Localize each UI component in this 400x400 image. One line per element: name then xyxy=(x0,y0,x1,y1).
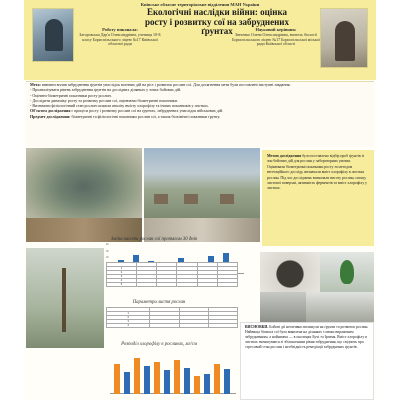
chart1-title: Зміна висоти рослин сої протягом 30 днів xyxy=(110,237,198,242)
chlorophyll-bar-chart xyxy=(106,350,238,400)
organization-name: Київське обласне територіальне відділення МАН України xyxy=(140,2,260,7)
author-role: Роботу виконала: xyxy=(102,27,138,32)
poster xyxy=(24,0,376,400)
leaf-table-cell xyxy=(179,323,208,327)
chart3-bar xyxy=(184,368,190,394)
biometric-table-cell xyxy=(177,282,197,286)
chart3-bar xyxy=(144,366,150,394)
supervisor-photo xyxy=(320,8,368,68)
chart1-y-tick: 20 xyxy=(106,256,109,259)
aim-text: вивчити вплив забруднення ґрунтів унаслідок воєнних дій на ріст і розвиток рослин сої. Для досягнення мети були поставлені наступні завдання: xyxy=(41,82,291,87)
table2-title: Параметри листя рослин xyxy=(132,300,186,305)
chart3-bar xyxy=(114,364,120,394)
sample-photo xyxy=(306,292,374,322)
table-row xyxy=(107,282,238,286)
intro-section xyxy=(26,81,374,147)
task-item: - Визначити фізіологічний стан рослин шляхом аналізу вмісту хлорофілу та інших показників у листках. xyxy=(30,103,209,109)
chart3-bar xyxy=(214,364,220,394)
leaf-table-cell xyxy=(208,323,237,327)
biometric-table xyxy=(106,262,238,287)
table-row xyxy=(107,323,238,327)
author-photo xyxy=(32,8,74,62)
leaf-table-cell: 4 xyxy=(107,323,150,327)
biometric-table-cell xyxy=(136,282,156,286)
chart3-bar xyxy=(124,372,130,394)
chart1-y-tick: 40 xyxy=(106,243,109,246)
leaf-table-cell: 3 xyxy=(107,319,150,323)
chart3-bar xyxy=(204,374,210,394)
chart3-bar xyxy=(174,360,180,394)
author-figure xyxy=(45,19,63,51)
methods-box xyxy=(262,150,374,246)
leaf-shape xyxy=(340,260,354,284)
supervisor-block xyxy=(232,28,320,47)
biometric-table-cell: 4 xyxy=(107,278,137,282)
house-shape xyxy=(220,194,234,204)
biometric-table-cell: 1 xyxy=(107,266,137,270)
soy-plant-photo xyxy=(26,248,104,348)
chart3-bar xyxy=(134,358,140,394)
biometric-table-cell xyxy=(157,282,177,286)
poster-title: Екологічні наслідки війни: оцінка росту і розвитку сої на забруднених ґрунтах xyxy=(145,7,289,36)
soil-sample-photo xyxy=(260,252,320,292)
chart3-bar xyxy=(194,376,200,394)
biometric-table-cell: 2 xyxy=(107,270,137,274)
methods-label: Метою дослідження xyxy=(267,154,302,158)
house-shape xyxy=(154,194,168,204)
conclusion-box xyxy=(240,322,374,400)
chart3-bar xyxy=(224,369,230,394)
leaf-parameters-table xyxy=(106,307,238,328)
crater-photo xyxy=(26,148,142,218)
plant-stem xyxy=(62,268,66,332)
leaf-table-cell: 1 xyxy=(107,311,150,315)
task-item: - Оцінити біометричні показники росту рослин. xyxy=(30,92,112,98)
subject-label: Предмет дослідження: xyxy=(30,113,71,119)
subject-paragraph xyxy=(30,114,370,119)
chart3-bar xyxy=(154,362,160,394)
house-shape xyxy=(184,194,198,204)
methods-text: було поставлено відбір проб ґрунтів із зон бойових дій для рослин у лабораторних умовах. Оцінювали біометричні показники росту за методом вегетаційного досліду, визначали вміст хлорофілу в листках рослин. Під час досліджень визначали висоту рослин, площу листової поверхні, активність ферментів та вміст хлорофілу у листках. xyxy=(267,154,368,191)
subject-text: біометричні та фізіологічні показники рослин сої, а також біохімічні показники ґрунту. xyxy=(71,113,221,119)
poster-header xyxy=(24,0,376,80)
chart3-title: Розподіл хлорофілу в рослинах, мг/см xyxy=(121,342,197,347)
village-photo xyxy=(144,148,260,218)
sprout-photo xyxy=(320,252,374,292)
object-text: є процеси росту і розвитку рослин сої на ґрунтах, забруднених унаслідок військових дій. xyxy=(71,108,224,114)
leaf-table-cell xyxy=(150,323,179,327)
aim-label: Мета: xyxy=(30,82,41,87)
supervisor-figure xyxy=(335,21,355,61)
biometric-table-cell: 3 xyxy=(107,274,137,278)
biometric-table-cell xyxy=(217,282,237,286)
task-item: - Проаналізувати рівень забруднення ґрунтів на дослідних ділянках у зонах бойових дій. xyxy=(30,87,182,93)
conclusion-label: ВИСНОВКИ. xyxy=(245,325,269,329)
biometric-table-cell: 5 xyxy=(107,282,137,286)
biometric-table-cell xyxy=(197,282,217,286)
supervisor-role: Науковий керівник: xyxy=(255,27,297,32)
object-label: Об'єктом дослідження xyxy=(30,108,71,114)
supervisor-text: Зінченко Олена Олександрівна, вчитель біології Бориспільського ліцею №17 Бориспільської міської ради Київської області xyxy=(232,31,320,47)
chart1-y-tick: 30 xyxy=(106,249,109,253)
lab-photo xyxy=(260,292,306,322)
leaf-table-cell: 2 xyxy=(107,315,150,319)
task-item: - Дослідити динаміку росту та розвитку рослин сої, оцінюючи біометричні показники. xyxy=(30,97,178,103)
author-text: Загоровська Дар'я Олександрівна, учениця 10-Б класу Бориспільського ліцею №17 Київської обласної ради xyxy=(79,31,161,47)
author-block xyxy=(76,28,164,47)
conclusion-text: Бойові дії негативно вплинули на ґрунти та розвиток рослин. Найвища біомаса сої була виявлена на ділянках з менш вираженим забрудненням, а найнижча — в околицях Бучі та Ірпеня. Вміст хлорофілу в листках зменшувався зі збільшенням рівня забруднення, що свідчить про стресовий стан рослин і необхідність ремедіації забруднених ґрунтів. xyxy=(245,325,369,349)
chart3-bar xyxy=(164,370,170,394)
